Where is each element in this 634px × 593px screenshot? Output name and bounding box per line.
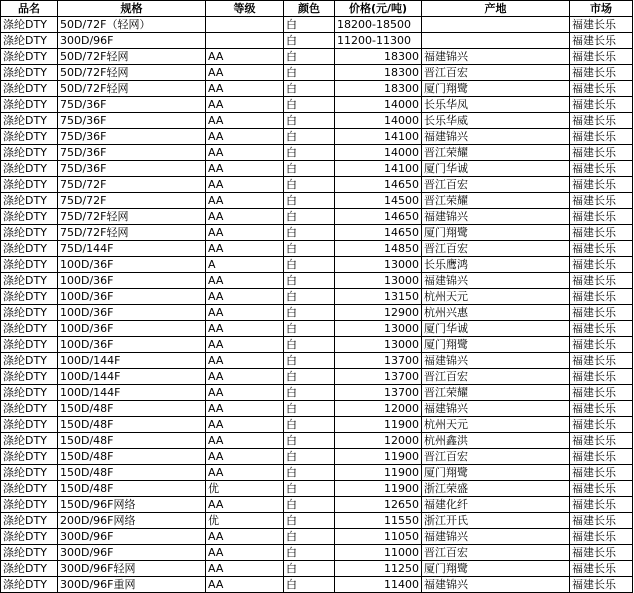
cell-price: 11900 [335, 449, 422, 465]
cell-price: 18300 [335, 65, 422, 81]
header-spec: 规格 [58, 1, 206, 17]
cell-market: 福建长乐 [570, 321, 633, 337]
cell-product: 涤纶DTY [1, 417, 58, 433]
cell-color: 白 [284, 193, 335, 209]
cell-color: 白 [284, 289, 335, 305]
cell-price: 14500 [335, 193, 422, 209]
table-row [1, 49, 633, 65]
cell-grade: AA [206, 529, 284, 545]
cell-color: 白 [284, 369, 335, 385]
cell-product: 涤纶DTY [1, 257, 58, 273]
cell-origin: 长乐华威 [422, 113, 570, 129]
cell-color: 白 [284, 49, 335, 65]
cell-market: 福建长乐 [570, 369, 633, 385]
cell-origin: 晋江百宏 [422, 545, 570, 561]
cell-color: 白 [284, 417, 335, 433]
cell-origin: 晋江百宏 [422, 241, 570, 257]
header-color: 颜色 [284, 1, 335, 17]
table-row [1, 401, 633, 417]
cell-price: 18300 [335, 81, 422, 97]
cell-market: 福建长乐 [570, 449, 633, 465]
cell-price: 11250 [335, 561, 422, 577]
cell-spec: 75D/72F [58, 177, 206, 193]
cell-origin: 杭州兴惠 [422, 305, 570, 321]
table-row [1, 273, 633, 289]
table-row [1, 257, 633, 273]
cell-origin: 晋江荣耀 [422, 385, 570, 401]
cell-product: 涤纶DTY [1, 81, 58, 97]
cell-market: 福建长乐 [570, 49, 633, 65]
table-row [1, 129, 633, 145]
cell-grade: AA [206, 449, 284, 465]
cell-price: 14650 [335, 209, 422, 225]
header-origin: 产地 [422, 1, 570, 17]
table-row [1, 353, 633, 369]
cell-origin: 福建锦兴 [422, 401, 570, 417]
cell-origin: 福建化纤 [422, 497, 570, 513]
cell-origin: 厦门华诚 [422, 321, 570, 337]
table-row [1, 209, 633, 225]
cell-color: 白 [284, 545, 335, 561]
cell-origin: 厦门翔鹭 [422, 465, 570, 481]
cell-origin: 福建锦兴 [422, 577, 570, 593]
cell-grade: 优 [206, 513, 284, 529]
cell-grade: AA [206, 577, 284, 593]
cell-price: 14650 [335, 177, 422, 193]
cell-price: 11900 [335, 465, 422, 481]
cell-product: 涤纶DTY [1, 321, 58, 337]
cell-market: 福建长乐 [570, 305, 633, 321]
cell-spec: 75D/36F [58, 161, 206, 177]
header-grade: 等级 [206, 1, 284, 17]
table-row [1, 369, 633, 385]
cell-product: 涤纶DTY [1, 289, 58, 305]
cell-color: 白 [284, 385, 335, 401]
cell-origin: 厦门华诚 [422, 161, 570, 177]
table-row [1, 81, 633, 97]
cell-color: 白 [284, 33, 335, 49]
cell-origin: 长乐鹰鸿 [422, 257, 570, 273]
cell-spec: 50D/72F轻网 [58, 65, 206, 81]
cell-market: 福建长乐 [570, 433, 633, 449]
cell-market: 福建长乐 [570, 81, 633, 97]
cell-origin: 厦门翔鹭 [422, 225, 570, 241]
table-row [1, 321, 633, 337]
cell-origin: 晋江百宏 [422, 449, 570, 465]
header-product: 品名 [1, 1, 58, 17]
cell-market: 福建长乐 [570, 17, 633, 33]
cell-spec: 150D/48F [58, 401, 206, 417]
cell-product: 涤纶DTY [1, 193, 58, 209]
cell-spec: 75D/36F [58, 113, 206, 129]
cell-product: 涤纶DTY [1, 497, 58, 513]
cell-spec: 100D/36F [58, 257, 206, 273]
cell-grade: AA [206, 209, 284, 225]
cell-price: 14000 [335, 145, 422, 161]
cell-product: 涤纶DTY [1, 513, 58, 529]
table-row [1, 97, 633, 113]
cell-grade: AA [206, 385, 284, 401]
cell-market: 福建长乐 [570, 257, 633, 273]
cell-color: 白 [284, 145, 335, 161]
cell-product: 涤纶DTY [1, 129, 58, 145]
cell-color: 白 [284, 497, 335, 513]
cell-grade [206, 17, 284, 33]
table-row [1, 113, 633, 129]
table-row [1, 177, 633, 193]
cell-origin: 杭州天元 [422, 417, 570, 433]
cell-spec: 100D/144F [58, 385, 206, 401]
cell-spec: 75D/36F [58, 129, 206, 145]
cell-product: 涤纶DTY [1, 465, 58, 481]
cell-color: 白 [284, 97, 335, 113]
cell-color: 白 [284, 225, 335, 241]
cell-market: 福建长乐 [570, 577, 633, 593]
table-row [1, 337, 633, 353]
cell-price: 14000 [335, 97, 422, 113]
table-row [1, 481, 633, 497]
cell-market: 福建长乐 [570, 513, 633, 529]
cell-spec: 100D/36F [58, 289, 206, 305]
header-market: 市场 [570, 1, 633, 17]
cell-color: 白 [284, 209, 335, 225]
cell-spec: 150D/48F [58, 417, 206, 433]
cell-product: 涤纶DTY [1, 33, 58, 49]
cell-grade: AA [206, 241, 284, 257]
cell-market: 福建长乐 [570, 337, 633, 353]
cell-color: 白 [284, 561, 335, 577]
cell-market: 福建长乐 [570, 401, 633, 417]
cell-market: 福建长乐 [570, 177, 633, 193]
cell-product: 涤纶DTY [1, 209, 58, 225]
cell-spec: 150D/48F [58, 481, 206, 497]
cell-grade: AA [206, 49, 284, 65]
table-row [1, 145, 633, 161]
cell-grade: AA [206, 129, 284, 145]
table-row [1, 449, 633, 465]
cell-grade: AA [206, 289, 284, 305]
cell-origin: 福建锦兴 [422, 273, 570, 289]
cell-color: 白 [284, 449, 335, 465]
cell-origin: 杭州天元 [422, 289, 570, 305]
cell-market: 福建长乐 [570, 273, 633, 289]
cell-spec: 300D/96F重网 [58, 577, 206, 593]
cell-product: 涤纶DTY [1, 449, 58, 465]
cell-market: 福建长乐 [570, 545, 633, 561]
cell-color: 白 [284, 513, 335, 529]
cell-origin: 长乐华凤 [422, 97, 570, 113]
cell-product: 涤纶DTY [1, 353, 58, 369]
cell-price: 14000 [335, 113, 422, 129]
cell-grade: AA [206, 545, 284, 561]
cell-price: 13700 [335, 385, 422, 401]
cell-spec: 300D/96F [58, 33, 206, 49]
cell-price: 13000 [335, 273, 422, 289]
cell-spec: 150D/48F [58, 433, 206, 449]
table-row [1, 497, 633, 513]
cell-spec: 75D/72F轻网 [58, 209, 206, 225]
cell-origin: 晋江百宏 [422, 65, 570, 81]
table-row [1, 65, 633, 81]
cell-grade: AA [206, 193, 284, 209]
cell-origin: 杭州鑫洪 [422, 433, 570, 449]
cell-product: 涤纶DTY [1, 385, 58, 401]
cell-spec: 50D/72F（轻网） [58, 17, 206, 33]
cell-price: 11900 [335, 481, 422, 497]
cell-product: 涤纶DTY [1, 177, 58, 193]
cell-origin: 晋江荣耀 [422, 193, 570, 209]
table-row [1, 561, 633, 577]
table-row [1, 193, 633, 209]
cell-price: 13000 [335, 257, 422, 273]
cell-product: 涤纶DTY [1, 113, 58, 129]
table-row [1, 433, 633, 449]
cell-product: 涤纶DTY [1, 545, 58, 561]
cell-price: 11550 [335, 513, 422, 529]
cell-grade: AA [206, 65, 284, 81]
cell-product: 涤纶DTY [1, 529, 58, 545]
cell-color: 白 [284, 273, 335, 289]
table-row [1, 17, 633, 33]
cell-product: 涤纶DTY [1, 433, 58, 449]
cell-price: 13000 [335, 321, 422, 337]
cell-grade: AA [206, 353, 284, 369]
table-row [1, 417, 633, 433]
cell-spec: 200D/96F网络 [58, 513, 206, 529]
cell-product: 涤纶DTY [1, 337, 58, 353]
cell-origin: 晋江百宏 [422, 177, 570, 193]
cell-grade: AA [206, 321, 284, 337]
cell-market: 福建长乐 [570, 209, 633, 225]
cell-color: 白 [284, 177, 335, 193]
table-row [1, 289, 633, 305]
cell-grade: A [206, 257, 284, 273]
cell-color: 白 [284, 161, 335, 177]
cell-color: 白 [284, 305, 335, 321]
table-row [1, 161, 633, 177]
cell-price: 11000 [335, 545, 422, 561]
cell-market: 福建长乐 [570, 65, 633, 81]
cell-spec: 75D/72F [58, 193, 206, 209]
cell-origin: 浙江荣盛 [422, 481, 570, 497]
cell-grade: AA [206, 273, 284, 289]
cell-product: 涤纶DTY [1, 305, 58, 321]
cell-price: 13700 [335, 353, 422, 369]
cell-color: 白 [284, 321, 335, 337]
cell-market: 福建长乐 [570, 113, 633, 129]
cell-grade: AA [206, 225, 284, 241]
cell-price: 11400 [335, 577, 422, 593]
cell-spec: 100D/144F [58, 369, 206, 385]
cell-color: 白 [284, 241, 335, 257]
table-row [1, 305, 633, 321]
cell-color: 白 [284, 337, 335, 353]
cell-origin: 福建锦兴 [422, 49, 570, 65]
cell-price: 11900 [335, 417, 422, 433]
cell-color: 白 [284, 129, 335, 145]
cell-product: 涤纶DTY [1, 225, 58, 241]
cell-product: 涤纶DTY [1, 561, 58, 577]
cell-origin: 晋江荣耀 [422, 145, 570, 161]
cell-color: 白 [284, 465, 335, 481]
cell-color: 白 [284, 529, 335, 545]
table-row [1, 465, 633, 481]
cell-origin: 晋江百宏 [422, 369, 570, 385]
cell-spec: 100D/36F [58, 305, 206, 321]
cell-product: 涤纶DTY [1, 97, 58, 113]
cell-color: 白 [284, 65, 335, 81]
cell-price: 12650 [335, 497, 422, 513]
table-row [1, 33, 633, 49]
cell-market: 福建长乐 [570, 561, 633, 577]
cell-price: 18300 [335, 49, 422, 65]
cell-color: 白 [284, 433, 335, 449]
cell-price: 14100 [335, 161, 422, 177]
cell-spec: 150D/48F [58, 465, 206, 481]
cell-origin: 厦门翔鹭 [422, 81, 570, 97]
cell-market: 福建长乐 [570, 129, 633, 145]
cell-grade: AA [206, 465, 284, 481]
table-row [1, 513, 633, 529]
table-row [1, 545, 633, 561]
table-row [1, 577, 633, 593]
cell-origin: 浙江开氏 [422, 513, 570, 529]
cell-market: 福建长乐 [570, 529, 633, 545]
cell-spec: 75D/72F轻网 [58, 225, 206, 241]
cell-product: 涤纶DTY [1, 161, 58, 177]
cell-grade: AA [206, 433, 284, 449]
cell-product: 涤纶DTY [1, 401, 58, 417]
cell-price: 13700 [335, 369, 422, 385]
cell-spec: 75D/144F [58, 241, 206, 257]
cell-color: 白 [284, 401, 335, 417]
cell-grade: AA [206, 401, 284, 417]
cell-spec: 100D/144F [58, 353, 206, 369]
cell-origin [422, 17, 570, 33]
cell-grade: AA [206, 497, 284, 513]
cell-price: 11200-11300 [335, 33, 422, 49]
cell-price: 12000 [335, 401, 422, 417]
cell-price: 13150 [335, 289, 422, 305]
cell-origin: 福建锦兴 [422, 529, 570, 545]
cell-grade: AA [206, 337, 284, 353]
cell-market: 福建长乐 [570, 33, 633, 49]
cell-market: 福建长乐 [570, 417, 633, 433]
cell-color: 白 [284, 353, 335, 369]
cell-spec: 50D/72F轻网 [58, 81, 206, 97]
cell-grade: AA [206, 161, 284, 177]
cell-price: 14100 [335, 129, 422, 145]
cell-spec: 300D/96F轻网 [58, 561, 206, 577]
cell-spec: 100D/36F [58, 273, 206, 289]
cell-spec: 100D/36F [58, 321, 206, 337]
cell-grade: 优 [206, 481, 284, 497]
cell-market: 福建长乐 [570, 353, 633, 369]
cell-spec: 150D/48F [58, 449, 206, 465]
cell-origin: 福建锦兴 [422, 209, 570, 225]
header-price: 价格(元/吨) [335, 1, 422, 17]
cell-product: 涤纶DTY [1, 273, 58, 289]
cell-price: 14850 [335, 241, 422, 257]
table-row [1, 241, 633, 257]
cell-grade: AA [206, 177, 284, 193]
cell-product: 涤纶DTY [1, 481, 58, 497]
cell-price: 14650 [335, 225, 422, 241]
cell-color: 白 [284, 481, 335, 497]
cell-market: 福建长乐 [570, 385, 633, 401]
cell-market: 福建长乐 [570, 241, 633, 257]
cell-grade: AA [206, 113, 284, 129]
cell-market: 福建长乐 [570, 225, 633, 241]
cell-product: 涤纶DTY [1, 65, 58, 81]
cell-price: 12900 [335, 305, 422, 321]
table-row [1, 385, 633, 401]
cell-price: 13000 [335, 337, 422, 353]
cell-origin: 福建锦兴 [422, 129, 570, 145]
table-row [1, 225, 633, 241]
cell-grade [206, 33, 284, 49]
cell-spec: 75D/36F [58, 145, 206, 161]
cell-product: 涤纶DTY [1, 577, 58, 593]
cell-spec: 300D/96F [58, 545, 206, 561]
cell-product: 涤纶DTY [1, 241, 58, 257]
table-row [1, 529, 633, 545]
cell-grade: AA [206, 81, 284, 97]
cell-market: 福建长乐 [570, 161, 633, 177]
cell-grade: AA [206, 305, 284, 321]
cell-product: 涤纶DTY [1, 49, 58, 65]
header-row [1, 1, 633, 17]
cell-color: 白 [284, 257, 335, 273]
cell-origin: 福建锦兴 [422, 353, 570, 369]
cell-color: 白 [284, 17, 335, 33]
cell-market: 福建长乐 [570, 289, 633, 305]
cell-grade: AA [206, 369, 284, 385]
cell-product: 涤纶DTY [1, 369, 58, 385]
cell-grade: AA [206, 561, 284, 577]
cell-price: 12000 [335, 433, 422, 449]
cell-color: 白 [284, 113, 335, 129]
cell-price: 18200-18500 [335, 17, 422, 33]
cell-grade: AA [206, 145, 284, 161]
cell-spec: 300D/96F [58, 529, 206, 545]
cell-spec: 75D/36F [58, 97, 206, 113]
cell-color: 白 [284, 81, 335, 97]
cell-origin [422, 33, 570, 49]
cell-spec: 150D/96F网络 [58, 497, 206, 513]
cell-color: 白 [284, 577, 335, 593]
cell-market: 福建长乐 [570, 497, 633, 513]
cell-market: 福建长乐 [570, 481, 633, 497]
cell-market: 福建长乐 [570, 145, 633, 161]
cell-spec: 50D/72F轻网 [58, 49, 206, 65]
cell-market: 福建长乐 [570, 465, 633, 481]
cell-origin: 厦门翔鹭 [422, 561, 570, 577]
cell-price: 11050 [335, 529, 422, 545]
cell-product: 涤纶DTY [1, 17, 58, 33]
cell-spec: 100D/36F [58, 337, 206, 353]
cell-grade: AA [206, 97, 284, 113]
cell-product: 涤纶DTY [1, 145, 58, 161]
cell-market: 福建长乐 [570, 193, 633, 209]
cell-grade: AA [206, 417, 284, 433]
cell-origin: 厦门翔鹭 [422, 337, 570, 353]
cell-market: 福建长乐 [570, 97, 633, 113]
